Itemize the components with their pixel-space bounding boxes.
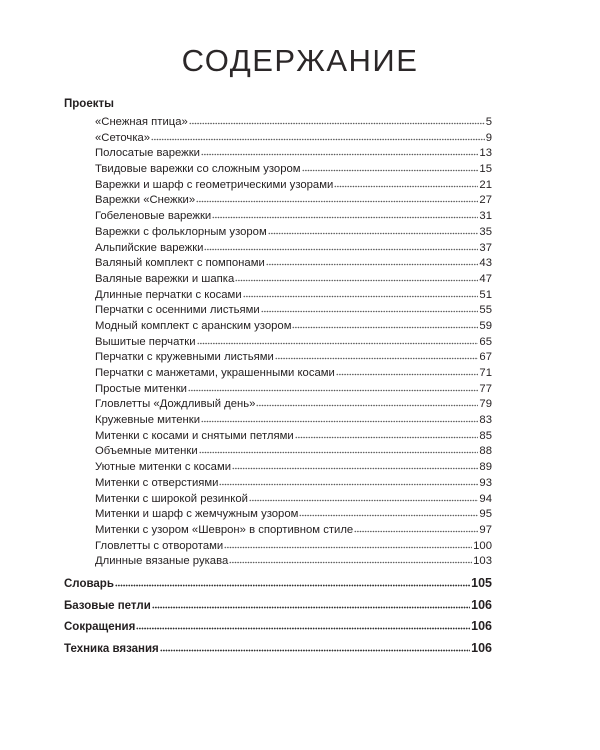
- dot-leader: [261, 305, 479, 313]
- toc-entry: [64, 595, 492, 617]
- toc-entry-page: 65: [479, 335, 492, 348]
- toc-entry: [95, 146, 492, 162]
- toc-entry: [95, 539, 492, 555]
- dot-leader: [232, 462, 478, 470]
- toc-entry-page: 95: [479, 508, 492, 521]
- toc-entry-title: Перчатки с осенними листьями: [95, 304, 260, 317]
- toc-entry-title: Митенки с отверстиями: [95, 476, 219, 489]
- dot-leader: [354, 525, 478, 533]
- toc-entry-page: 105: [471, 575, 492, 590]
- toc-entry-page: 27: [479, 194, 492, 207]
- toc-entry: [95, 115, 492, 131]
- toc-entry: [95, 256, 492, 272]
- dot-leader: [151, 133, 485, 141]
- toc-entry: [95, 460, 492, 476]
- dot-leader: [292, 321, 478, 329]
- toc-entry-page: 100: [473, 539, 492, 552]
- toc-entry: [95, 272, 492, 288]
- toc-entry: [95, 444, 492, 460]
- toc-entry: [95, 288, 492, 304]
- toc-entry-page: 67: [479, 351, 492, 364]
- toc-entry-title: Альпийские варежки: [95, 241, 204, 254]
- toc-entry: [95, 507, 492, 523]
- toc-entry-page: 88: [479, 445, 492, 458]
- toc-entry-title: Перчатки с манжетами, украшенными косами: [95, 367, 335, 379]
- dot-leader: [201, 415, 478, 423]
- toc-entry-title: Полосатые варежки: [95, 147, 200, 160]
- toc-entry-page: 94: [479, 492, 492, 505]
- toc-entry-page: 15: [479, 163, 492, 176]
- dot-leader: [268, 227, 479, 235]
- toc-entry-page: 106: [471, 619, 492, 634]
- toc-entry: [95, 492, 492, 508]
- toc-entry-title: Техника вязания: [64, 642, 159, 655]
- main-sections-list: [64, 573, 492, 659]
- toc-entry-page: 5: [485, 116, 492, 128]
- toc-entry: [95, 319, 492, 335]
- toc-entry-page: 79: [479, 398, 492, 411]
- toc-entry-page: 97: [479, 523, 492, 536]
- toc-entry-page: 59: [479, 319, 492, 332]
- toc-entry-page: 93: [479, 476, 492, 489]
- toc-entry: [64, 616, 492, 638]
- dot-leader: [299, 509, 478, 517]
- dot-leader: [229, 556, 472, 564]
- dot-leader: [249, 494, 479, 502]
- section-heading: Проекты: [64, 98, 114, 110]
- toc-entry-title: Митенки с косами и снятыми петлями: [95, 429, 294, 442]
- toc-entry-page: 21: [479, 178, 492, 191]
- dot-leader: [160, 644, 470, 652]
- toc-entry-title: «Сеточка»: [95, 131, 151, 144]
- table-of-contents: [64, 96, 492, 659]
- dot-leader: [196, 195, 478, 203]
- dot-leader: [266, 258, 479, 266]
- toc-entry-page: 103: [473, 555, 492, 568]
- toc-entry-page: 85: [479, 429, 492, 442]
- toc-entry-title: «Снежная птица»: [95, 116, 188, 128]
- dot-leader: [204, 243, 478, 251]
- toc-entry-title: Валяный комплект с помпонами: [95, 257, 265, 270]
- toc-entry-title: Митенки с узором «Шеврон» в спортивном стиле: [95, 523, 354, 536]
- dot-leader: [275, 352, 479, 360]
- toc-entry-page: 83: [479, 414, 492, 427]
- toc-entry-title: Перчатки с кружевными листьями: [95, 351, 274, 364]
- toc-entry: [95, 429, 492, 445]
- toc-entry-title: Длинные вязаные рукава: [95, 555, 229, 568]
- toc-entry: [95, 193, 492, 209]
- toc-entry-page: 71: [479, 367, 492, 379]
- toc-entry-page: 43: [479, 257, 492, 270]
- dot-leader: [212, 211, 478, 219]
- toc-entry-title: Словарь: [64, 577, 114, 590]
- toc-entry: [95, 413, 492, 429]
- toc-entry: [95, 397, 492, 413]
- dot-leader: [115, 579, 470, 587]
- dot-leader: [188, 384, 478, 392]
- dot-leader: [336, 368, 479, 376]
- toc-entry-title: Сокращения: [64, 621, 136, 634]
- toc-entry: [95, 366, 492, 382]
- dot-leader: [302, 164, 479, 172]
- toc-entry-page: 55: [479, 304, 492, 317]
- toc-entry: [95, 162, 492, 178]
- dot-leader: [199, 446, 479, 454]
- dot-leader: [256, 399, 478, 407]
- toc-entry: [95, 523, 492, 539]
- toc-entry-title: Митенки и шарф с жемчужным узором: [95, 508, 299, 521]
- toc-entry: [95, 131, 492, 147]
- dot-leader: [224, 541, 472, 549]
- toc-entry-title: Вышитые перчатки: [95, 335, 196, 348]
- dot-leader: [219, 478, 478, 486]
- toc-entry-title: Уютные митенки с косами: [95, 461, 232, 474]
- dot-leader: [152, 601, 470, 609]
- toc-entry: [95, 303, 492, 319]
- toc-entry: [64, 573, 492, 595]
- toc-entry: [95, 225, 492, 241]
- toc-entry: [95, 350, 492, 366]
- dot-leader: [189, 117, 485, 125]
- toc-entry-page: 106: [471, 640, 492, 655]
- toc-entry: [95, 335, 492, 351]
- toc-entry-page: 31: [479, 210, 492, 223]
- toc-entry-page: 77: [479, 382, 492, 395]
- toc-entry-page: 13: [479, 147, 492, 160]
- toc-entry-title: Митенки с широкой резинкой: [95, 492, 248, 505]
- dot-leader: [201, 148, 478, 156]
- page-title: СОДЕРЖАНИЕ: [181, 43, 419, 78]
- toc-entry-title: Кружевные митенки: [95, 414, 201, 427]
- toc-entry: [95, 382, 492, 398]
- toc-entry-title: Варежки «Снежки»: [95, 194, 196, 207]
- dot-leader: [295, 431, 479, 439]
- toc-entry-page: 9: [485, 131, 492, 144]
- toc-entry-title: Объемные митенки: [95, 445, 198, 458]
- toc-entry-title: Модный комплект с аранским узором: [95, 319, 292, 332]
- toc-entry: [95, 178, 492, 194]
- toc-entry-page: 37: [479, 241, 492, 254]
- toc-entry-title: Варежки и шарф с геометрическими узорами: [95, 178, 334, 191]
- toc-entry: [95, 209, 492, 225]
- toc-entry-page: 51: [479, 288, 492, 301]
- toc-entry-title: Длинные перчатки с косами: [95, 288, 242, 301]
- toc-entry-title: Простые митенки: [95, 382, 187, 395]
- dot-leader: [136, 622, 470, 630]
- toc-entry-title: Гловлетты с отворотами: [95, 539, 224, 552]
- toc-entry-page: 35: [479, 225, 492, 238]
- toc-entry-title: Твидовые варежки со сложным узором: [95, 163, 301, 176]
- toc-entry-title: Варежки с фольклорным узором: [95, 225, 267, 238]
- toc-entry-page: 106: [471, 597, 492, 612]
- dot-leader: [334, 180, 478, 188]
- dot-leader: [243, 290, 479, 298]
- toc-entry: [95, 476, 492, 492]
- dot-leader: [197, 337, 479, 345]
- projects-list: [64, 115, 492, 570]
- toc-entry-title: Гловлетты «Дождливый день»: [95, 398, 256, 411]
- toc-entry: [95, 241, 492, 257]
- toc-entry-title: Гобеленовые варежки: [95, 210, 212, 223]
- toc-entry-title: Валяные варежки и шапка: [95, 272, 235, 285]
- toc-entry-page: 89: [479, 461, 492, 474]
- toc-entry-title: Базовые петли: [64, 599, 151, 612]
- toc-entry-page: 47: [479, 272, 492, 285]
- dot-leader: [235, 274, 478, 282]
- toc-entry: [95, 554, 492, 570]
- toc-entry: [64, 638, 492, 660]
